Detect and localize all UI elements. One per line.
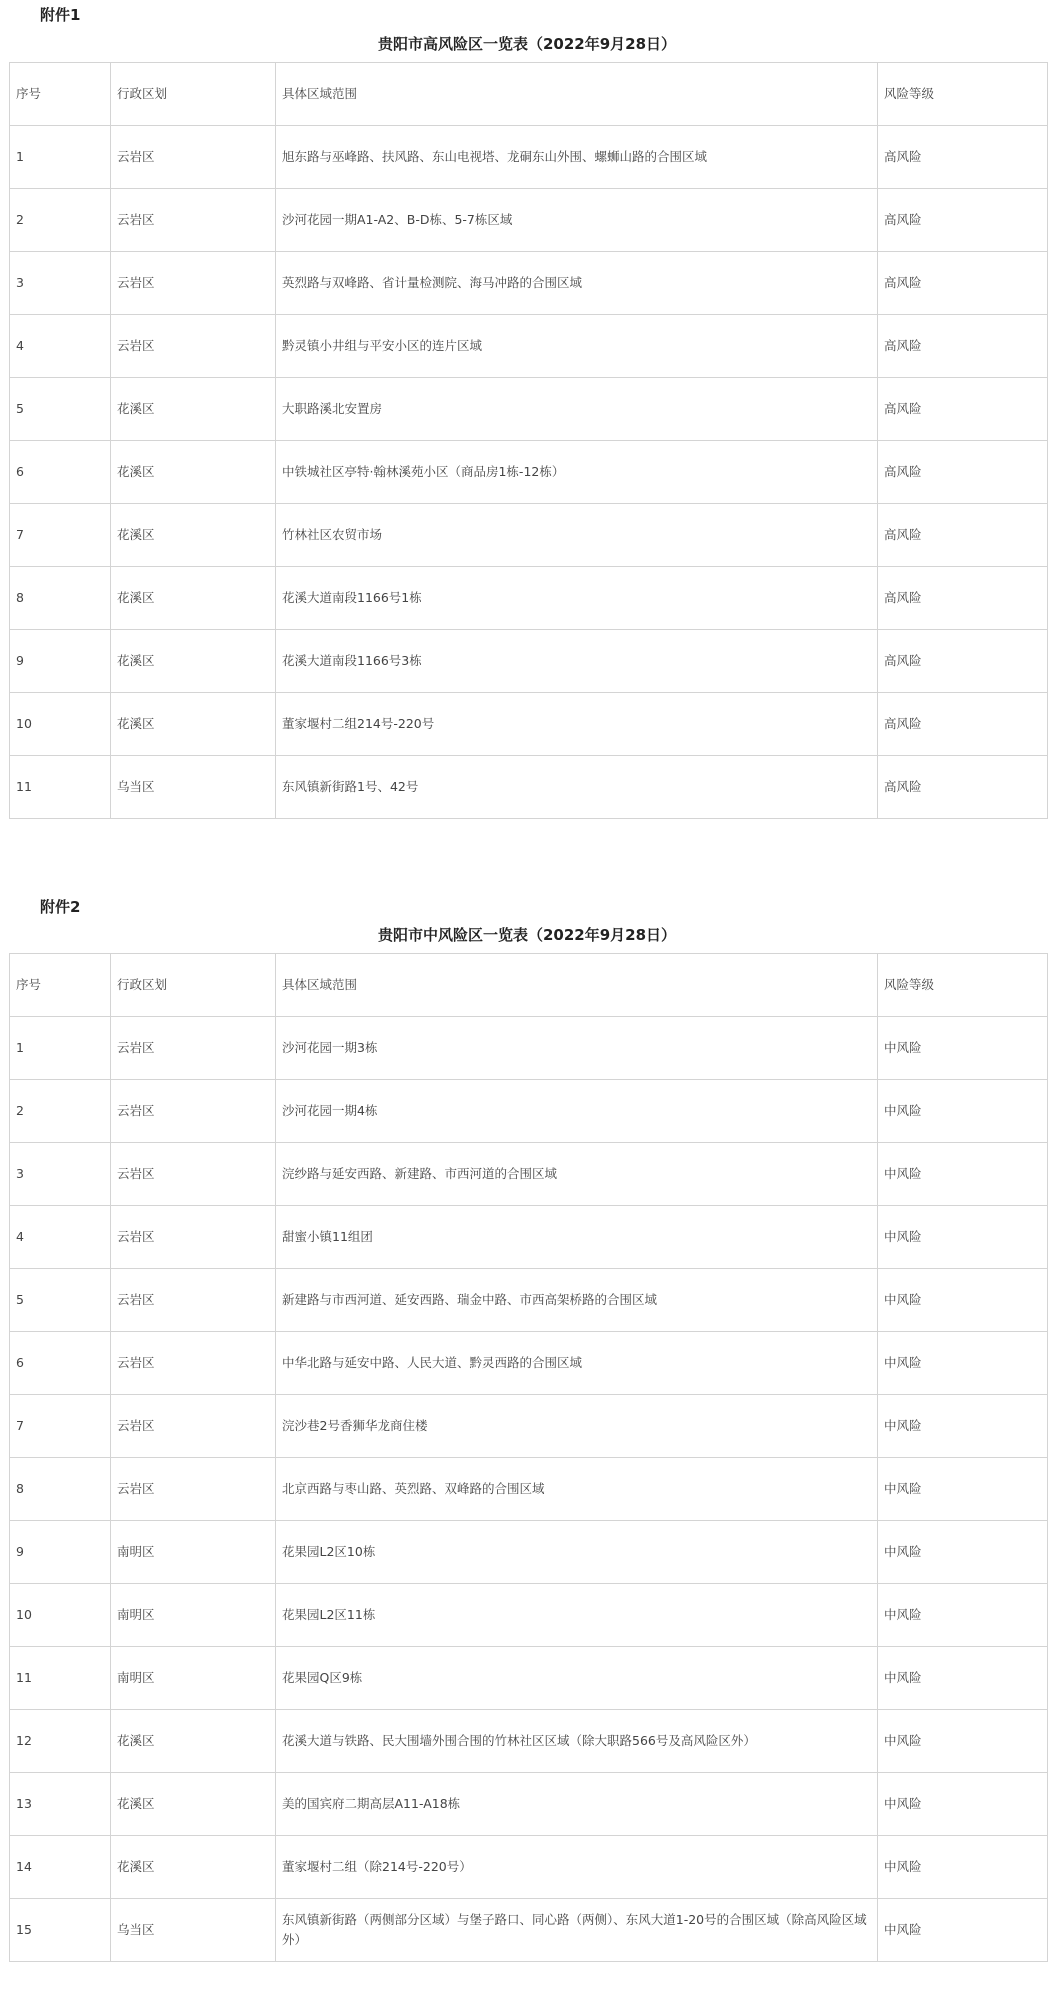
- district-cell: 花溪区: [111, 630, 276, 693]
- district-cell: 云岩区: [111, 1269, 276, 1332]
- serial-number-cell: 15: [10, 1899, 111, 1962]
- table-row: [10, 693, 1048, 756]
- risk-level-cell: 中风险: [878, 1899, 1048, 1962]
- serial-number-cell: 10: [10, 693, 111, 756]
- table-row: [10, 1836, 1048, 1899]
- district-cell: 云岩区: [111, 1206, 276, 1269]
- table-row: [10, 504, 1048, 567]
- risk-level-cell: 高风险: [878, 189, 1048, 252]
- table-row: [10, 1395, 1048, 1458]
- risk-level-cell: 中风险: [878, 1710, 1048, 1773]
- table-row: [10, 630, 1048, 693]
- risk-level-cell: 中风险: [878, 1773, 1048, 1836]
- table-header-row: [10, 63, 1048, 126]
- risk-level-cell: 中风险: [878, 1584, 1048, 1647]
- serial-number-cell: 7: [10, 1395, 111, 1458]
- table-header-row: [10, 954, 1048, 1017]
- area-scope-cell: 美的国宾府二期高层A11-A18栋: [276, 1773, 878, 1836]
- table-row: [10, 1080, 1048, 1143]
- table-row: [10, 252, 1048, 315]
- area-scope-cell: 浣纱路与延安西路、新建路、市西河道的合围区域: [276, 1143, 878, 1206]
- area-scope-cell: 北京西路与枣山路、英烈路、双峰路的合围区域: [276, 1458, 878, 1521]
- serial-number-cell: 5: [10, 378, 111, 441]
- table-row: [10, 189, 1048, 252]
- area-scope-cell: 英烈路与双峰路、省计量检测院、海马冲路的合围区域: [276, 252, 878, 315]
- district-cell: 花溪区: [111, 1773, 276, 1836]
- high-risk-table: [9, 62, 1048, 819]
- serial-number-cell: 13: [10, 1773, 111, 1836]
- serial-number-cell: 4: [10, 1206, 111, 1269]
- serial-number-cell: 3: [10, 1143, 111, 1206]
- risk-level-cell: 中风险: [878, 1836, 1048, 1899]
- area-scope-cell: 甜蜜小镇11组团: [276, 1206, 878, 1269]
- area-scope-cell: 沙河花园一期3栋: [276, 1017, 878, 1080]
- district-cell: 云岩区: [111, 1080, 276, 1143]
- district-cell: 云岩区: [111, 1332, 276, 1395]
- district-cell: 花溪区: [111, 378, 276, 441]
- area-scope-cell: 沙河花园一期A1-A2、B-D栋、5-7栋区域: [276, 189, 878, 252]
- district-cell: 乌当区: [111, 756, 276, 819]
- risk-level-cell: 中风险: [878, 1269, 1048, 1332]
- district-cell: 花溪区: [111, 567, 276, 630]
- area-scope-cell: 新建路与市西河道、延安西路、瑞金中路、市西高架桥路的合围区域: [276, 1269, 878, 1332]
- area-scope-cell: 中铁城社区亭特·翰林溪苑小区（商品房1栋-12栋）: [276, 441, 878, 504]
- serial-number-cell: 11: [10, 1647, 111, 1710]
- column-header: 风险等级: [878, 954, 1048, 1017]
- column-header: 序号: [10, 954, 111, 1017]
- district-cell: 云岩区: [111, 252, 276, 315]
- area-scope-cell: 黔灵镇小井组与平安小区的连片区域: [276, 315, 878, 378]
- table-row: [10, 1143, 1048, 1206]
- risk-level-cell: 高风险: [878, 252, 1048, 315]
- district-cell: 南明区: [111, 1584, 276, 1647]
- risk-level-cell: 高风险: [878, 504, 1048, 567]
- table-row: [10, 1710, 1048, 1773]
- area-scope-cell: 旭东路与巫峰路、扶风路、东山电视塔、龙硐东山外围、螺蛳山路的合围区域: [276, 126, 878, 189]
- district-cell: 南明区: [111, 1647, 276, 1710]
- serial-number-cell: 1: [10, 126, 111, 189]
- district-cell: 云岩区: [111, 1143, 276, 1206]
- serial-number-cell: 3: [10, 252, 111, 315]
- district-cell: 云岩区: [111, 1395, 276, 1458]
- area-scope-cell: 沙河花园一期4栋: [276, 1080, 878, 1143]
- table-row: [10, 1458, 1048, 1521]
- serial-number-cell: 6: [10, 1332, 111, 1395]
- table-row: [10, 1773, 1048, 1836]
- column-header: 具体区域范围: [276, 63, 878, 126]
- area-scope-cell: 花溪大道南段1166号1栋: [276, 567, 878, 630]
- serial-number-cell: 11: [10, 756, 111, 819]
- table-row: [10, 1269, 1048, 1332]
- risk-level-cell: 中风险: [878, 1206, 1048, 1269]
- area-scope-cell: 花果园L2区10栋: [276, 1521, 878, 1584]
- table-row: [10, 1899, 1048, 1962]
- table-row: [10, 567, 1048, 630]
- serial-number-cell: 9: [10, 630, 111, 693]
- risk-level-cell: 中风险: [878, 1332, 1048, 1395]
- district-cell: 花溪区: [111, 441, 276, 504]
- serial-number-cell: 7: [10, 504, 111, 567]
- serial-number-cell: 12: [10, 1710, 111, 1773]
- risk-level-cell: 高风险: [878, 315, 1048, 378]
- district-cell: 云岩区: [111, 126, 276, 189]
- district-cell: 云岩区: [111, 189, 276, 252]
- risk-level-cell: 高风险: [878, 441, 1048, 504]
- serial-number-cell: 2: [10, 1080, 111, 1143]
- table-row: [10, 441, 1048, 504]
- area-scope-cell: 竹林社区农贸市场: [276, 504, 878, 567]
- serial-number-cell: 8: [10, 567, 111, 630]
- table-row: [10, 1521, 1048, 1584]
- table-row: [10, 1332, 1048, 1395]
- table-row: [10, 1206, 1048, 1269]
- table-row: [10, 1584, 1048, 1647]
- area-scope-cell: 花果园L2区11栋: [276, 1584, 878, 1647]
- district-cell: 乌当区: [111, 1899, 276, 1962]
- column-header: 具体区域范围: [276, 954, 878, 1017]
- medium-risk-table-title: 贵阳市中风险区一览表（2022年9月28日）: [377, 926, 677, 944]
- area-scope-cell: 董家堰村二组（除214号-220号）: [276, 1836, 878, 1899]
- serial-number-cell: 1: [10, 1017, 111, 1080]
- column-header: 风险等级: [878, 63, 1048, 126]
- risk-level-cell: 中风险: [878, 1395, 1048, 1458]
- area-scope-cell: 花果园Q区9栋: [276, 1647, 878, 1710]
- risk-level-cell: 高风险: [878, 567, 1048, 630]
- high-risk-table-title: 贵阳市高风险区一览表（2022年9月28日）: [377, 35, 677, 53]
- serial-number-cell: 2: [10, 189, 111, 252]
- district-cell: 花溪区: [111, 504, 276, 567]
- area-scope-cell: 花溪大道南段1166号3栋: [276, 630, 878, 693]
- table-row: [10, 126, 1048, 189]
- district-cell: 云岩区: [111, 1458, 276, 1521]
- risk-level-cell: 高风险: [878, 378, 1048, 441]
- risk-level-cell: 高风险: [878, 693, 1048, 756]
- district-cell: 花溪区: [111, 1710, 276, 1773]
- table-row: [10, 756, 1048, 819]
- attachment-2-label: 附件2: [40, 898, 81, 916]
- risk-level-cell: 中风险: [878, 1143, 1048, 1206]
- serial-number-cell: 9: [10, 1521, 111, 1584]
- serial-number-cell: 14: [10, 1836, 111, 1899]
- risk-level-cell: 高风险: [878, 630, 1048, 693]
- district-cell: 花溪区: [111, 693, 276, 756]
- table-row: [10, 315, 1048, 378]
- serial-number-cell: 5: [10, 1269, 111, 1332]
- risk-level-cell: 中风险: [878, 1017, 1048, 1080]
- area-scope-cell: 大职路溪北安置房: [276, 378, 878, 441]
- district-cell: 云岩区: [111, 1017, 276, 1080]
- area-scope-cell: 花溪大道与铁路、民大围墙外围合围的竹林社区区域（除大职路566号及高风险区外）: [276, 1710, 878, 1773]
- table-row: [10, 378, 1048, 441]
- serial-number-cell: 8: [10, 1458, 111, 1521]
- attachment-1-label: 附件1: [40, 6, 81, 24]
- district-cell: 花溪区: [111, 1836, 276, 1899]
- serial-number-cell: 10: [10, 1584, 111, 1647]
- column-header: 行政区划: [111, 954, 276, 1017]
- table-row: [10, 1647, 1048, 1710]
- area-scope-cell: 董家堰村二组214号-220号: [276, 693, 878, 756]
- serial-number-cell: 4: [10, 315, 111, 378]
- district-cell: 南明区: [111, 1521, 276, 1584]
- area-scope-cell: 浣沙巷2号香狮华龙商住楼: [276, 1395, 878, 1458]
- district-cell: 云岩区: [111, 315, 276, 378]
- risk-level-cell: 中风险: [878, 1647, 1048, 1710]
- risk-level-cell: 中风险: [878, 1458, 1048, 1521]
- area-scope-cell: 中华北路与延安中路、人民大道、黔灵西路的合围区域: [276, 1332, 878, 1395]
- risk-level-cell: 高风险: [878, 756, 1048, 819]
- risk-level-cell: 中风险: [878, 1080, 1048, 1143]
- area-scope-cell: 东风镇新街路1号、42号: [276, 756, 878, 819]
- medium-risk-table: [9, 953, 1048, 1962]
- serial-number-cell: 6: [10, 441, 111, 504]
- risk-level-cell: 中风险: [878, 1521, 1048, 1584]
- risk-level-cell: 高风险: [878, 126, 1048, 189]
- table-row: [10, 1017, 1048, 1080]
- column-header: 序号: [10, 63, 111, 126]
- area-scope-cell: 东风镇新街路（两侧部分区域）与堡子路口、同心路（两侧）、东风大道1-20号的合围区域（除高风险区域外）: [276, 1899, 878, 1962]
- column-header: 行政区划: [111, 63, 276, 126]
